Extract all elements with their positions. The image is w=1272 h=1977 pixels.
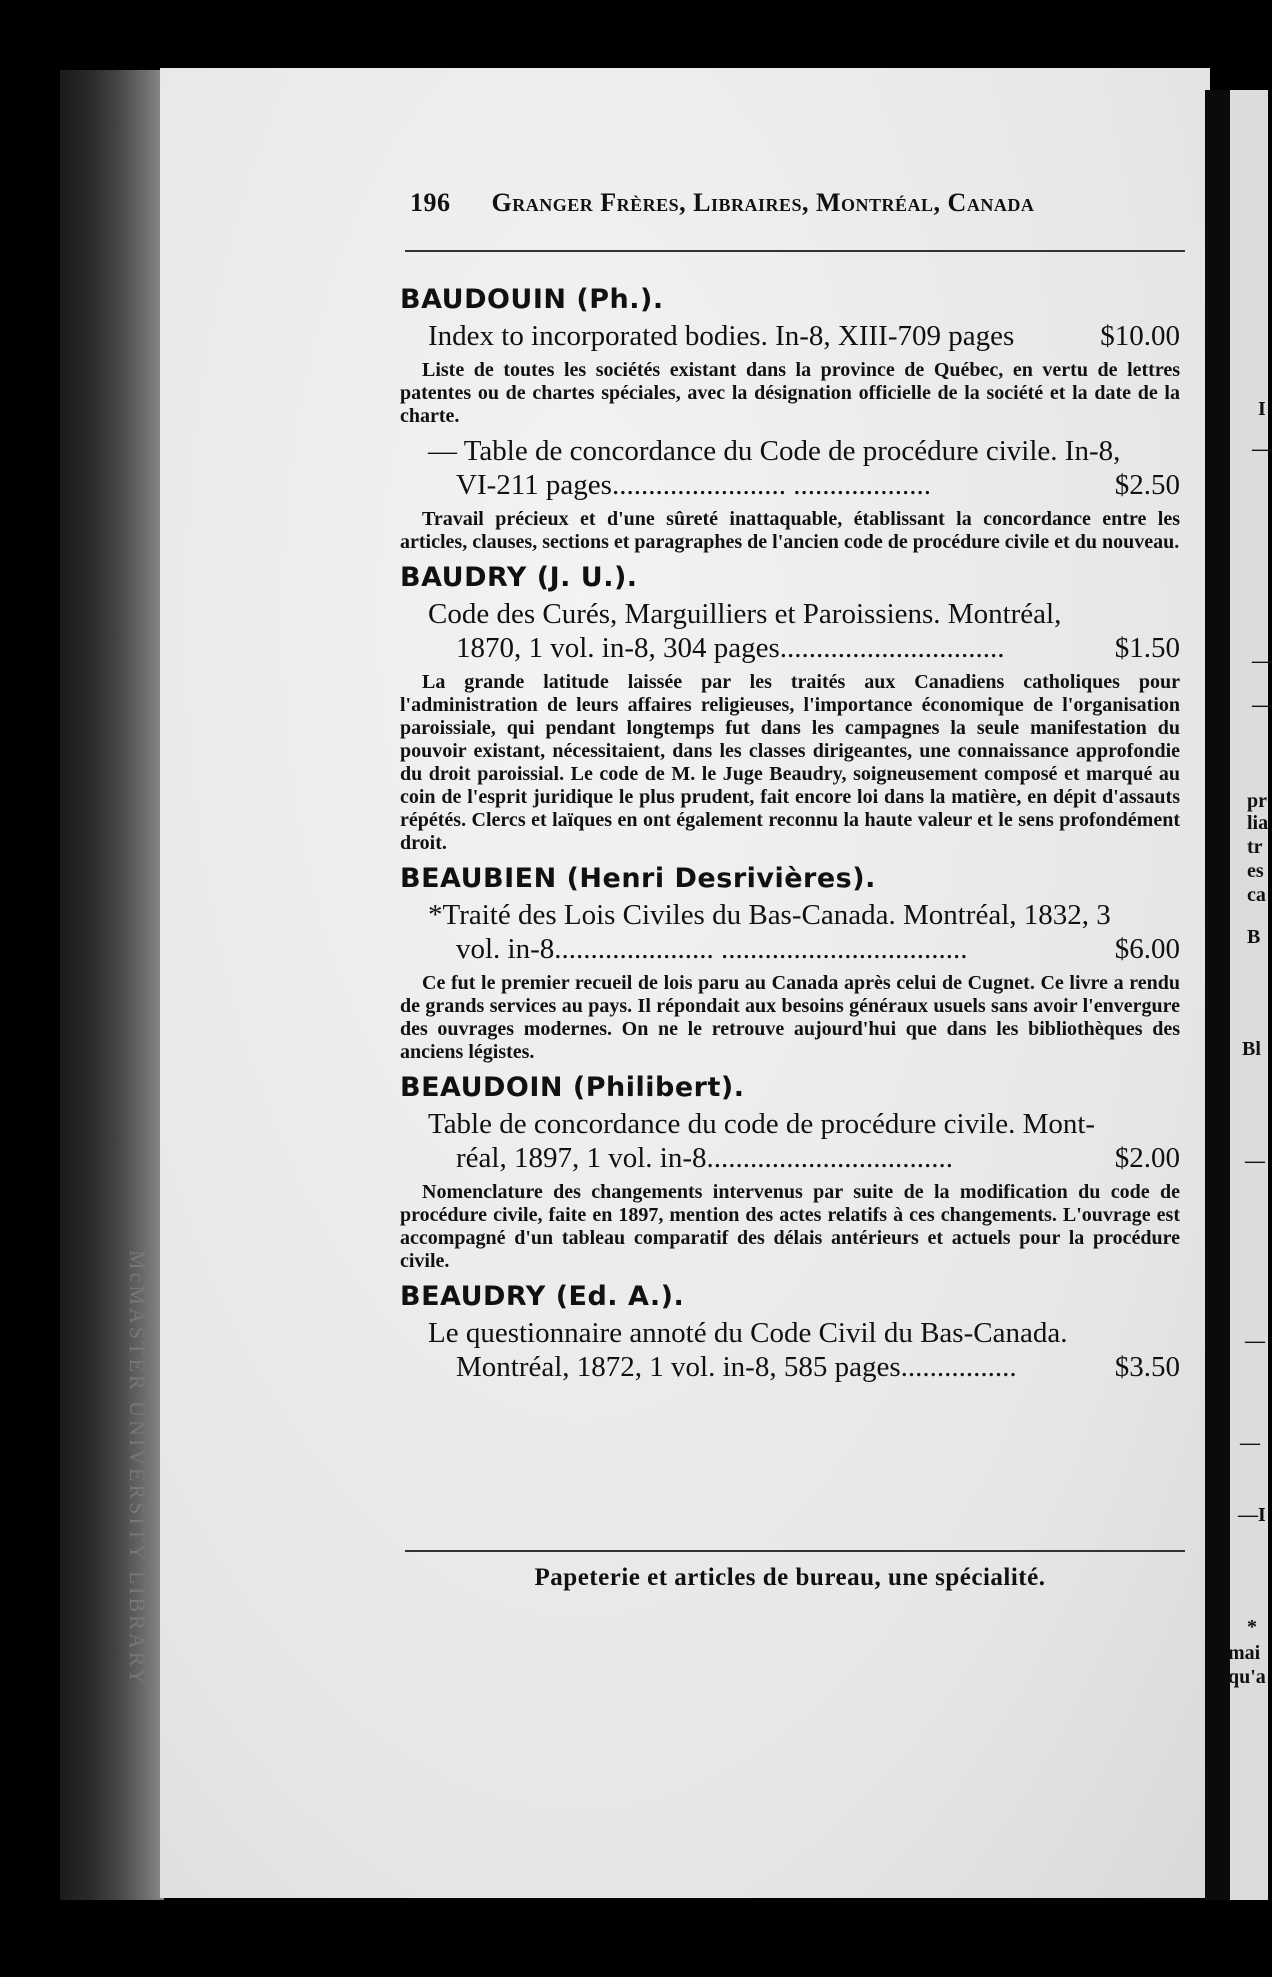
- work-description: Travail précieux et d'une sûreté inattaquable, établissant la concordance entre les articles, clauses, sections et paragraphes de l'ancien code de procédure civile et du nouveau.: [400, 508, 1180, 553]
- facing-page-fragment: I: [1258, 398, 1266, 420]
- author-heading: BEAUBIEN (Henri Desrivières).: [400, 863, 876, 894]
- running-header: [410, 188, 1180, 218]
- price: $10.00: [1100, 320, 1180, 352]
- price: $6.00: [1114, 933, 1180, 965]
- work-title: — Table de concordance du Code de procédure civile. In-8, VI-211 pages........................ ................... $2.50: [428, 435, 1180, 501]
- facing-page-fragment: —: [1240, 1432, 1260, 1454]
- work-title: Table de concordance du code de procédure civile. Mont- réal, 1897, 1 vol. in-8.................................. $2.00: [428, 1108, 1180, 1174]
- price: $1.50: [1114, 632, 1180, 664]
- facing-page-fragment: —I: [1238, 1504, 1266, 1526]
- page-number: 196: [410, 188, 451, 217]
- page-footer: Papeterie et articles de bureau, une spécialité.: [534, 1564, 1046, 1591]
- price: $2.50: [1114, 469, 1180, 501]
- author-heading: BAUDOUIN (Ph.).: [400, 284, 664, 315]
- facing-page-fragment: B: [1247, 926, 1261, 948]
- facing-page-fragment: —: [1252, 438, 1272, 460]
- work-title: *Traité des Lois Civiles du Bas-Canada. Montréal, 1832, 3 vol. in-8...................... .................................. $6.00: [428, 899, 1180, 965]
- work-title: Le questionnaire annoté du Code Civil du Bas-Canada. Montréal, 1872, 1 vol. in-8, 585 pages................ $3.50: [428, 1317, 1180, 1383]
- facing-page-fragment: ca: [1247, 884, 1266, 906]
- facing-page-fragment: mai: [1228, 1642, 1261, 1664]
- header-rule: [405, 250, 1185, 252]
- entry-baudouin: [400, 282, 1180, 1384]
- work-title: Code des Curés, Marguilliers et Paroissiens. Montréal, 1870, 1 vol. in-8, 304 pages............................... $1.50: [428, 598, 1180, 664]
- author-heading: BAUDRY (J. U.).: [400, 562, 638, 593]
- footer-rule: [405, 1550, 1185, 1552]
- facing-page-fragment: —: [1252, 694, 1272, 716]
- price: $2.00: [1114, 1142, 1180, 1174]
- work-description: Nomenclature des changements intervenus par suite de la modification du code de procédure civile, faite en 1897, mention des actes relatifs à ces changements. L'ouvrage est accompagné d'un tableau comparatif des délais antérieurs et actuels pour la procédure civile.: [400, 1181, 1180, 1272]
- work-description: Liste de toutes les sociétés existant dans la province de Québec, en vertu de lettres patentes ou de chartes spéciales, avec la désignation officielle de la société et la date de la charte.: [400, 359, 1180, 427]
- facing-page-fragment: pr: [1247, 790, 1267, 812]
- facing-page-fragment: es: [1247, 860, 1264, 882]
- price: $3.50: [1114, 1351, 1180, 1383]
- work-description: Ce fut le premier recueil de lois paru au Canada après celui de Cugnet. Ce livre a rendu de grands services au pays. Il répondait aux besoins généraux usuels sans avoir l'envergure des ouvrages modernes. On ne le retrouve aujourd'hui que dans les bibliothèques des anciens légistes.: [400, 972, 1180, 1063]
- author-heading: BEAUDRY (Ed. A.).: [400, 1281, 685, 1312]
- library-stamp: McMASTER UNIVERSITY LIBRARY: [125, 1250, 150, 1688]
- facing-page-fragment: *: [1247, 1616, 1257, 1638]
- facing-page-fragment: lia: [1247, 812, 1269, 834]
- facing-page-fragment: tr: [1247, 836, 1263, 858]
- facing-page-fragment: —: [1252, 650, 1272, 672]
- facing-page-fragment: —: [1245, 1330, 1265, 1352]
- work-title: Index to incorporated bodies. In-8, XIII-709 pages $10.00: [428, 320, 1180, 352]
- facing-page-fragment: Bl: [1242, 1038, 1261, 1060]
- author-heading: BEAUDOIN (Philibert).: [400, 1072, 745, 1103]
- work-description: La grande latitude laissée par les traités aux Canadiens catholiques pour l'administration de leurs affaires religieuses, l'importance économique de l'organisation paroissiale, qui pendant longtemps fut dans les campagnes la seule manifestation du pouvoir existant, nécessitaient, dans les classes dirigeantes, une connaissance approfondie du droit paroissial. Le code de M. le Juge Beaudry, soigneusement composé et marqué au coin de l'esprit juridique le plus prudent, fait encore loi dans la matière, en dépit d'assauts répétés. Clercs et laïques en ont également reconnu la haute valeur et le sens profondément droit.: [400, 671, 1180, 854]
- page-gutter: [1205, 90, 1233, 1900]
- running-title: Granger Frères, Libraires, Montréal, Canada: [491, 188, 1035, 217]
- facing-page-fragment: qu'a: [1228, 1666, 1266, 1688]
- facing-page-fragment: —: [1245, 1150, 1265, 1172]
